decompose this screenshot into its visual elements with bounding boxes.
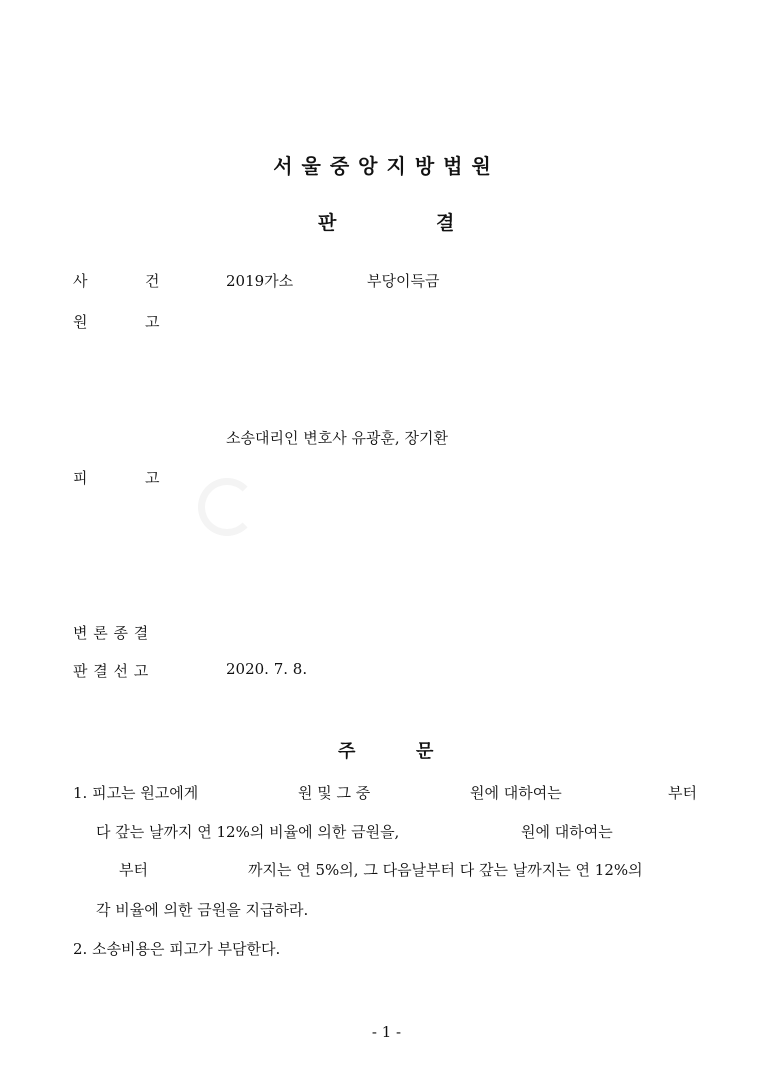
order-item1-part4: 부터 — [668, 784, 697, 802]
closing-label: 변 론 종 결 — [73, 624, 149, 642]
order-item1-line2a: 다 갚는 날까지 연 12%의 비율에 의한 금원을, — [96, 823, 400, 841]
order-item2: 2. 소송비용은 피고가 부담한다. — [73, 940, 281, 958]
verdict-date-label: 판 결 선 고 — [73, 662, 149, 680]
doc-title-right: 결 — [436, 212, 455, 234]
order-item1-line3b: 까지는 연 5%의, 그 다음날부터 다 갚는 날까지는 연 12%의 — [248, 861, 643, 879]
redaction-smudge — [198, 478, 256, 536]
plaintiff-counsel: 소송대리인 변호사 유광훈, 장기환 — [226, 429, 448, 447]
plaintiff-label-a: 원 — [73, 313, 88, 331]
page-number: - 1 - — [371, 1023, 402, 1041]
defendant-label-b: 고 — [145, 469, 160, 487]
case-number: 2019가소 — [226, 272, 294, 290]
order-item1-line2b: 원에 대하여는 — [521, 823, 613, 841]
order-heading-right: 문 — [416, 741, 434, 762]
case-name: 부당이득금 — [367, 272, 440, 290]
verdict-date: 2020. 7. 8. — [226, 660, 308, 678]
order-item1-line4: 각 비율에 의한 금원을 지급하라. — [96, 901, 309, 919]
case-label-a: 사 — [73, 272, 88, 290]
order-item1-line3a: 부터 — [119, 861, 148, 879]
defendant-label-a: 피 — [73, 469, 88, 487]
order-item1-part2: 원 및 그 중 — [298, 784, 371, 802]
order-item1-part1: 1. 피고는 원고에게 — [73, 784, 199, 802]
order-item1-part3: 원에 대하여는 — [470, 784, 562, 802]
case-label-b: 건 — [145, 272, 160, 290]
doc-title-left: 판 — [318, 212, 337, 234]
court-name: 서울중앙지방법원 — [273, 154, 500, 178]
order-heading-left: 주 — [338, 741, 356, 762]
plaintiff-label-b: 고 — [145, 313, 160, 331]
